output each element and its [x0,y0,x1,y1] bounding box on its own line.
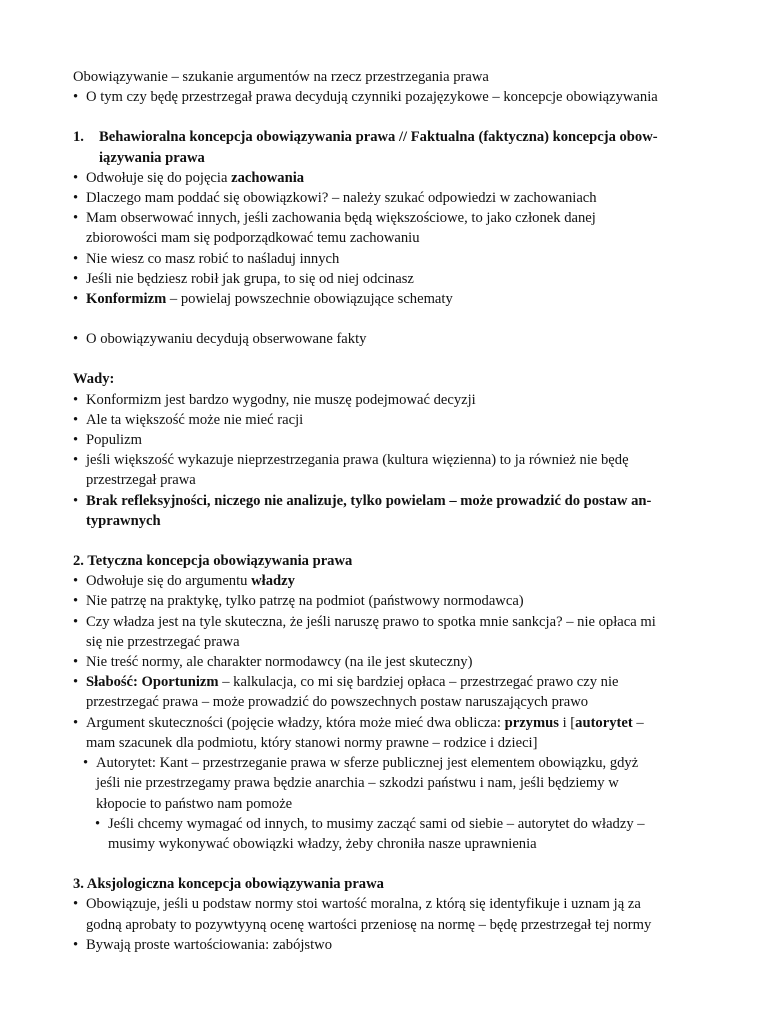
list-item: • Konformizm jest bardzo wygodny, nie muszę podejmować decyzji [73,390,698,410]
list-item-text: i [ [558,714,576,731]
list-item-bold: przymus [504,714,559,731]
list-item-line2: mam szacunek dla podmiotu, który stanowi normy prawne – rodzice i dzieci] [86,734,538,751]
list-item [73,571,698,591]
list-item-text: – powielaj powszechnie obowiązujące schematy [166,291,453,308]
section-1-number: 1. [73,129,84,146]
section-1-heading [73,127,698,167]
list-item [73,289,698,309]
spacer [73,107,698,127]
list-item-bold: zachowania [231,169,305,186]
list-item: • Nie wiesz co masz robić to naśladuj innych [73,249,698,269]
list-item-bold: Słabość: Oportunizm [86,674,219,691]
list-item: • O obowiązywaniu decydują obserwowane fakty [73,329,698,349]
spacer [73,531,698,551]
list-item [73,894,698,934]
list-item: • Nie patrzę na praktykę, tylko patrzę na podmiot (państwowy normodawca) [73,591,698,611]
list-item-line2: przestrzegał prawa [86,472,196,489]
list-item-text: Argument skuteczności (pojęcie władzy, która może mieć dwa oblicza: [86,714,505,731]
list-item-text: – kalkulacja, co mi się bardziej opłaca – przestrzegać prawo czy nie [218,674,619,691]
list-item-line1: Obowiązuje, jeśli u podstaw normy stoi wartość moralna, z którą się identyfikuje i uznam ją za [86,896,641,913]
list-item [73,491,698,531]
list-item-line3: kłopocie to państwo nam pomoże [96,795,293,812]
list-item: • Dlaczego mam poddać się obowiązkowi? – należy szukać odpowiedzi w zachowaniach [73,188,698,208]
list-item [73,450,698,490]
list-item-bold: Konformizm [86,291,167,308]
list-item-line2: zbiorowości mam się podporządkować temu zachowaniu [86,230,420,247]
section-3-heading: 3. Aksjologiczna koncepcja obowiązywania prawa [73,876,384,893]
list-item [73,208,698,248]
list-item: • Nie treść normy, ale charakter normodawcy (na ile jest skuteczny) [73,652,698,672]
list-item-line2: się nie przestrzegać prawa [86,633,240,650]
list-item: • Bywają proste wartościowania: zabójstwo [73,935,698,955]
list-item-text: – [632,714,644,731]
list-item-line1: Autorytet: Kant – przestrzeganie prawa w sferze publicznej jest elementem obowiązku, gdyż [96,755,639,772]
list-item: • Jeśli nie będziesz robił jak grupa, to się od niej odcinasz [73,269,698,289]
list-item-line2: przestrzegać prawa – może prowadzić do powszechnych postaw naruszających prawo [86,694,589,711]
list-item-line1: Brak refleksyjności, niczego nie analizuje, tylko powielam – może prowadzić do postaw an- [86,492,652,509]
spacer [73,854,698,874]
list-item-line1: Mam obserwować innych, jeśli zachowania będą większościowe, to jako członek danej [86,210,596,227]
list-item-line1: Jeśli chcemy wymagać od innych, to musimy zacząć sami od siebie – autorytet do władzy – [108,815,645,832]
sub-list-item [83,753,698,814]
spacer [73,309,698,329]
list-item-text: Odwołuje się do argumentu [86,573,252,590]
list-item [73,713,698,753]
intro-bullet: • O tym czy będę przestrzegał prawa decydują czynniki pozajęzykowe – koncepcje obowiązywania [73,87,698,107]
list-item [73,612,698,652]
list-item-bold: władzy [251,573,295,590]
section-1-title-line2: iązywania prawa [99,149,205,166]
list-item [73,168,698,188]
list-item: • Ale ta większość może nie mieć racji [73,410,698,430]
section-1-title-line1: Behawioralna koncepcja obowiązywania prawa // Faktualna (faktyczna) koncepcja obow- [99,129,658,146]
sub-sub-list-item [95,814,698,854]
list-item-line2: musimy wykonywać obowiązki władzy, żeby chroniła nasze uprawnienia [108,835,537,852]
section-2-heading: 2. Tetyczna koncepcja obowiązywania prawa [73,553,353,570]
list-item-line1: Czy władza jest na tyle skuteczna, że jeśli naruszę prawo to spotka mnie sankcja? – nie opłaca mi [86,613,656,630]
list-item [73,672,698,712]
list-item: • Populizm [73,430,698,450]
intro-title: Obowiązywanie – szukanie argumentów na rzecz przestrzegania prawa [73,69,489,85]
wady-heading: Wady: [73,371,115,388]
list-item-line1: jeśli większość wykazuje nieprzestrzegania prawa (kultura więzienna) to ja również nie będę [86,452,629,469]
list-item-text: Odwołuje się do pojęcia [86,169,232,186]
list-item-bold: autorytet [575,714,633,731]
list-item-line2: godną aprobaty to pozywtyyną ocenę wartości przeniosę na normę – będę przestrzegał tej normy [86,916,652,933]
spacer [73,349,698,369]
list-item-line2: jeśli nie przestrzegamy prawa będzie anarchia – szkodzi państwu i nam, jeśli będziemy w [96,775,619,792]
list-item-line2: typrawnych [86,512,161,529]
